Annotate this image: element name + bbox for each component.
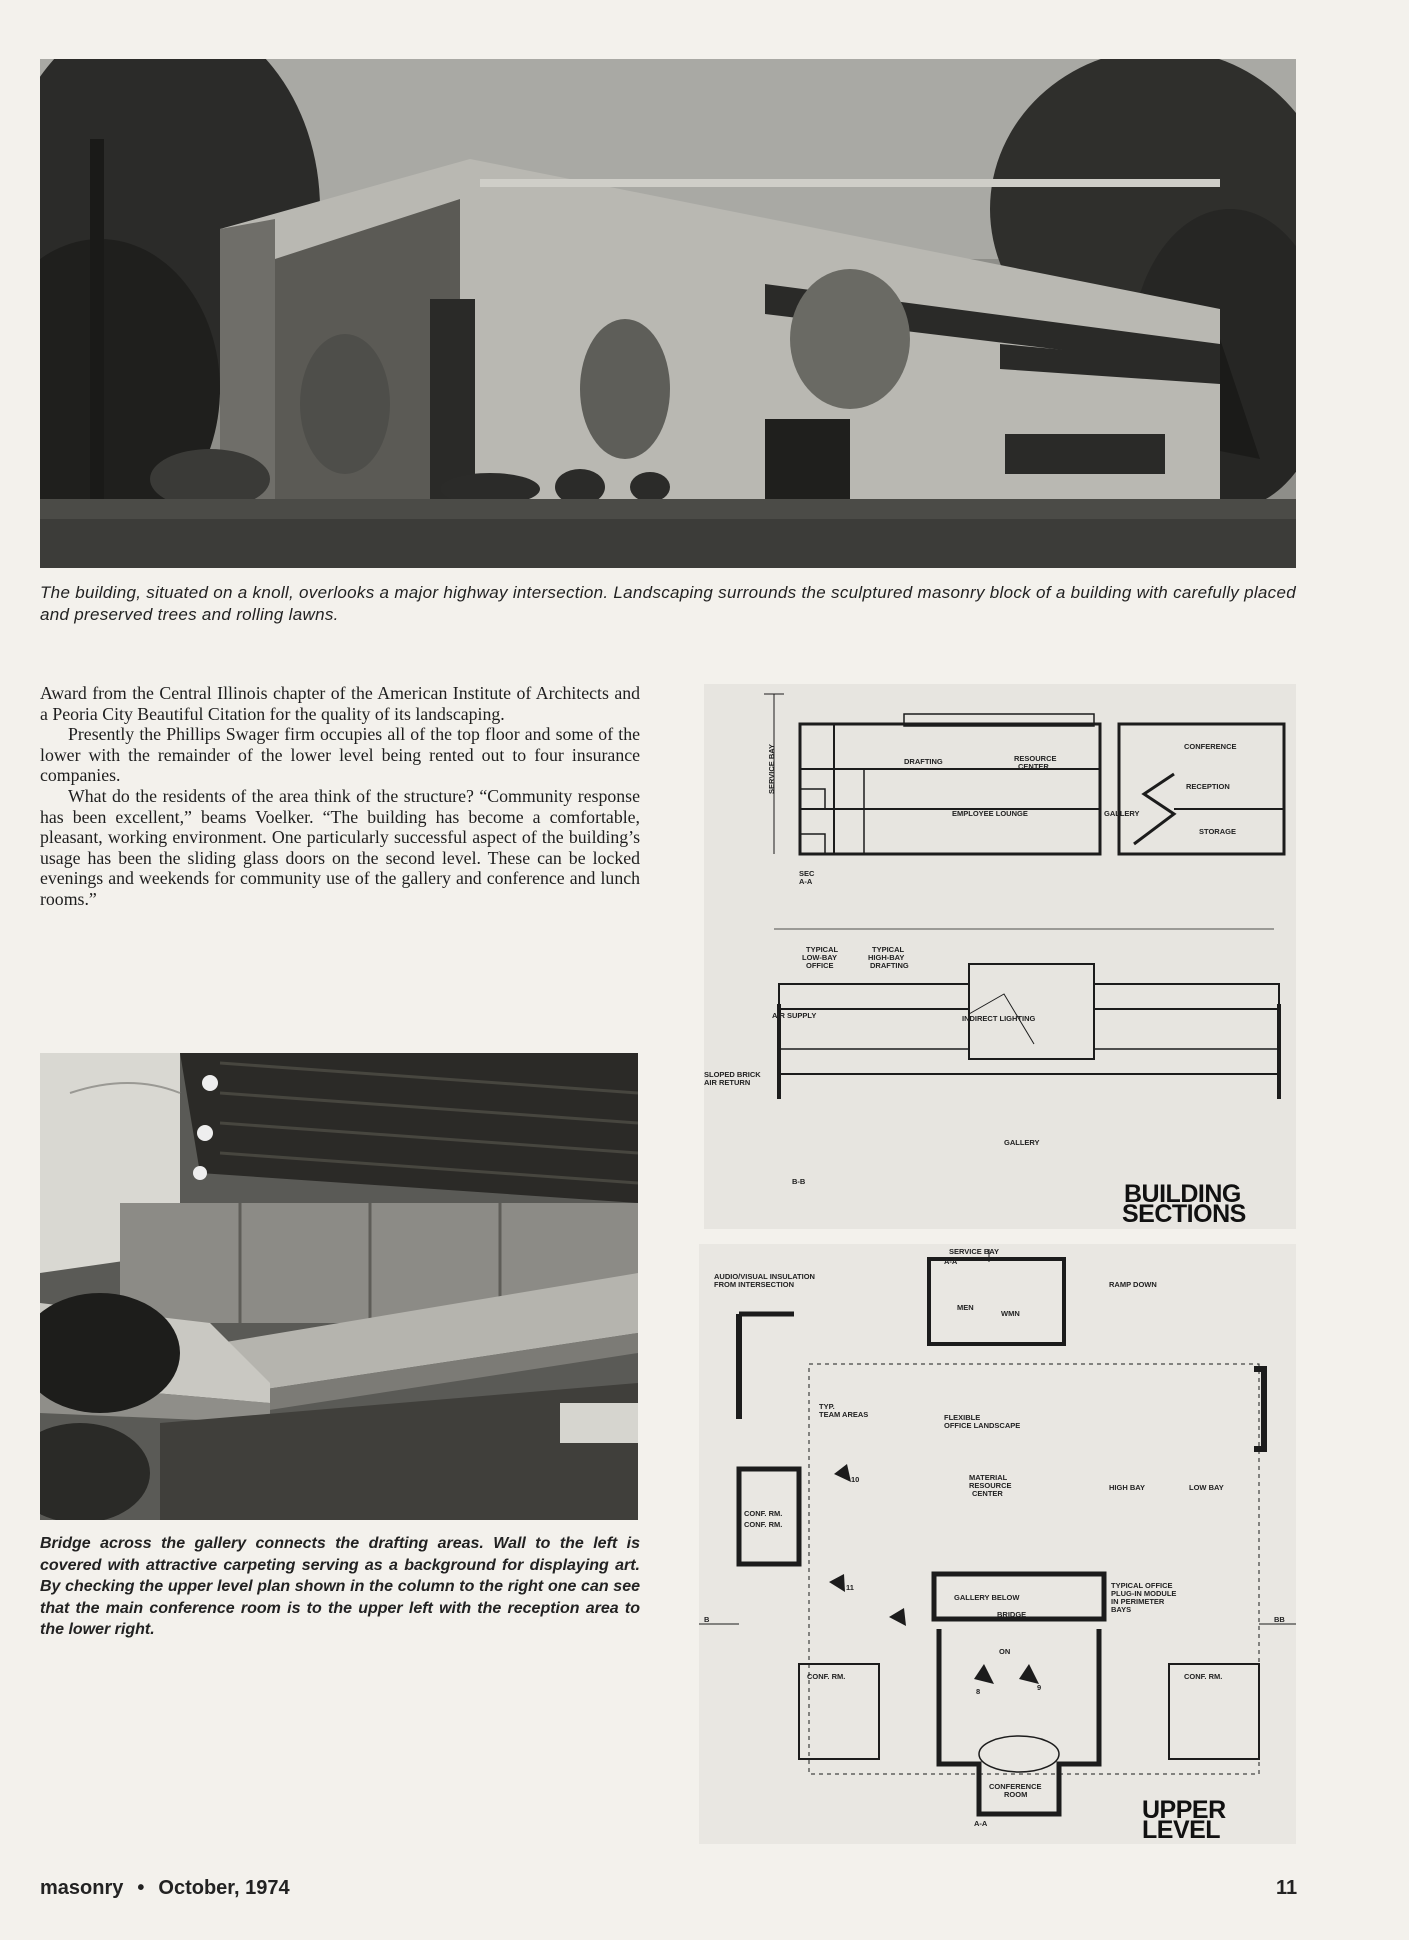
plan-label-team-areas: TEAM AREAS [819, 1410, 869, 1419]
plan-label-conference: CONFERENCE [989, 1782, 1042, 1791]
building-sections-drawing [704, 684, 1296, 1229]
plan-label-plug-in: PLUG-IN MODULE [1111, 1589, 1177, 1598]
plan-label-aa: A-A [944, 1257, 958, 1266]
label-air-supply: AIR SUPPLY [772, 1011, 817, 1020]
page-number: 11 [1276, 1877, 1298, 1899]
plan-label-conf-rm-4: CONF. RM. [1184, 1672, 1223, 1681]
plan-label-audio-visual: AUDIO/VISUAL INSULATION [714, 1272, 815, 1281]
label-resource: RESOURCE [1014, 754, 1057, 763]
article-paragraph: What do the residents of the area think of the structure? “Community response has been excellent,” beams Voelker. “The building has become a comfortable, pleasant, working environment. One particularly successful aspect of the building’s usage has been the sliding glass doors on the second level. These can be locked evenings and weekends for community use of the gallery and conference and lunch rooms.” [40, 785, 640, 909]
plan-title-line-1: UPPER [1142, 1796, 1226, 1824]
label-conference: CONFERENCE [1184, 742, 1237, 751]
plan-label-gallery-below: GALLERY BELOW [954, 1593, 1020, 1602]
label-center: CENTER [1018, 762, 1049, 771]
article-paragraph: Presently the Phillips Swager firm occupies all of the top floor and some of the lower with the remainder of the lower level being rented out to four insurance companies. [40, 724, 640, 786]
sections-title-line-1: BUILDING [1124, 1180, 1241, 1208]
plan-label-bays: BAYS [1111, 1605, 1132, 1614]
label-gallery-2: GALLERY [1004, 1138, 1040, 1147]
plan-label-on: ON [999, 1647, 1011, 1656]
plan-label-resource: RESOURCE [969, 1481, 1012, 1490]
plan-label-service-bay: SERVICE BAY [949, 1247, 1000, 1256]
plan-label-center: CENTER [972, 1489, 1003, 1498]
label-sloped-brick: SLOPED BRICK [704, 1070, 761, 1079]
label-low-bay: LOW-BAY [802, 953, 837, 962]
plan-label-office-landscape: OFFICE LANDSCAPE [944, 1421, 1021, 1430]
label-drafting-2: DRAFTING [870, 961, 909, 970]
plan-label-view-11: 11 [846, 1583, 854, 1592]
plan-label-ramp-down: RAMP DOWN [1109, 1280, 1157, 1289]
building-exterior-photo [40, 59, 1296, 568]
upper-level-plan-drawing [699, 1244, 1296, 1844]
plan-label-women: WMN [1001, 1309, 1020, 1318]
label-sec-bb: B-B [792, 1177, 806, 1186]
plan-label-flexible: FLEXIBLE [944, 1413, 981, 1422]
article-body [40, 683, 640, 910]
sections-title-line-2: SECTIONS [1122, 1200, 1246, 1228]
plan-label-room: ROOM [1004, 1790, 1028, 1799]
label-service-bay: SERVICE BAY [767, 743, 776, 794]
interior-photo-caption: Bridge across the gallery connects the drafting areas. Wall to the left is covered with attractive carpeting serving as a background for displaying art. By checking the upper level plan shown in the column to the right one can see that the main conference room is to the upper left with the reception area to the lower right. [40, 1535, 640, 1638]
plan-label-conf-rm-2: CONF. RM. [744, 1520, 783, 1529]
plan-label-conf-rm-1: CONF. RM. [744, 1509, 783, 1518]
plan-label-low-bay: LOW BAY [1189, 1483, 1224, 1492]
footer-date: October, 1974 [158, 1877, 290, 1899]
plan-label-view-9: 9 [1037, 1683, 1042, 1692]
plan-label-men: MEN [957, 1303, 974, 1312]
plan-label-view-8: 8 [976, 1687, 981, 1696]
plan-label-bridge: BRIDGE [997, 1610, 1027, 1619]
label-typical-2: TYPICAL [872, 945, 905, 954]
plan-label-in-perimeter: IN PERIMETER [1111, 1597, 1165, 1606]
label-sec: SEC [799, 869, 815, 878]
footer-publication [40, 1877, 290, 1900]
label-sec-aa: A-A [799, 877, 813, 886]
gallery-interior-photo [40, 1053, 638, 1520]
top-photo-caption: The building, situated on a knoll, overlooks a major highway intersection. Landscaping surrounds the sculptured masonry block of a building with carefully placed and preserved trees and rolling lawns. [40, 583, 1296, 624]
label-drafting: DRAFTING [904, 757, 943, 766]
label-storage: STORAGE [1199, 827, 1236, 836]
label-high-bay: HIGH-BAY [868, 953, 905, 962]
article-paragraph: Award from the Central Illinois chapter of the American Institute of Architects and a Peoria City Beautiful Citation for the quality of its landscaping. [40, 683, 640, 724]
label-office: OFFICE [806, 961, 834, 970]
label-air-return: AIR RETURN [704, 1078, 751, 1087]
plan-label-view-10: 10 [851, 1475, 860, 1484]
label-indirect-lighting: INDIRECT LIGHTING [962, 1014, 1036, 1023]
label-employee-lounge: EMPLOYEE LOUNGE [952, 809, 1028, 818]
plan-label-typical-office: TYPICAL OFFICE [1111, 1581, 1173, 1590]
plan-label-b-right: BB [1274, 1615, 1285, 1624]
plan-label-high-bay: HIGH BAY [1109, 1483, 1145, 1492]
plan-label-material: MATERIAL [969, 1473, 1008, 1482]
plan-label-conf-rm-3: CONF. RM. [807, 1672, 846, 1681]
plan-label-b-left: B [704, 1615, 710, 1624]
plan-title-line-2: LEVEL [1142, 1816, 1221, 1844]
label-reception: RECEPTION [1186, 782, 1230, 791]
label-gallery: GALLERY [1104, 809, 1140, 818]
plan-label-from-intersection: FROM INTERSECTION [714, 1280, 794, 1289]
plan-label-typ: TYP. [819, 1402, 835, 1411]
label-typical-1: TYPICAL [806, 945, 839, 954]
footer-bullet: • [137, 1877, 145, 1899]
plan-label-aa-bottom: A-A [974, 1819, 988, 1828]
footer-magazine-name: masonry [40, 1877, 124, 1899]
